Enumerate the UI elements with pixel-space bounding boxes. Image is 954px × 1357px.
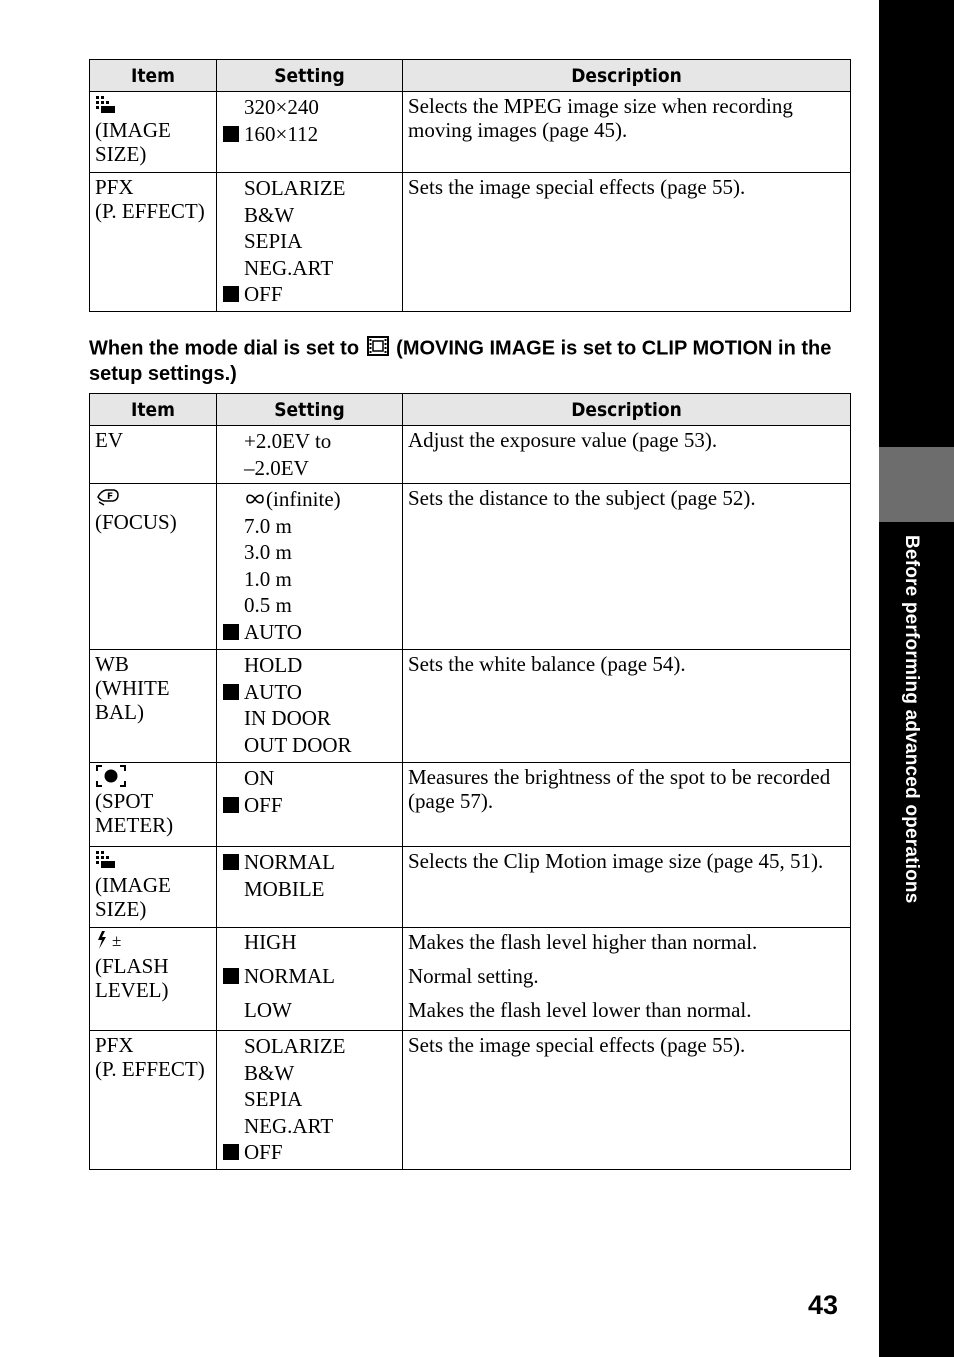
setting-cell <box>217 928 403 1031</box>
item-cell <box>90 484 217 650</box>
settings-table-clip-motion <box>89 393 851 1170</box>
flash-level-icon <box>95 930 211 954</box>
description-text: Selects the Clip Motion image size (page 45, 51). <box>408 849 824 873</box>
default-marker-icon <box>223 1144 239 1160</box>
item-label: BAL) <box>95 700 144 724</box>
setting-option-label: B&W <box>244 202 295 227</box>
section-heading <box>89 336 859 386</box>
setting-option-label: MOBILE <box>244 876 325 901</box>
setting-option-label: SEPIA <box>244 1087 303 1111</box>
item-label: WB <box>95 652 129 676</box>
marker-spacer <box>223 99 239 115</box>
marker-spacer <box>223 491 239 507</box>
setting-cell <box>217 763 403 847</box>
marker-spacer <box>223 710 239 726</box>
marker-spacer <box>223 934 239 950</box>
setting-option <box>223 732 397 759</box>
setting-option <box>223 959 397 993</box>
marker-spacer <box>223 881 239 897</box>
focus-icon <box>95 486 211 510</box>
setting-option <box>223 1060 397 1087</box>
setting-option <box>223 1086 397 1113</box>
table-row <box>90 92 851 173</box>
marker-spacer <box>223 433 239 449</box>
item-label: (P. EFFECT) <box>95 1057 205 1081</box>
setting-option-label: SEPIA <box>244 229 303 253</box>
setting-option-label: 0.5 m <box>244 593 292 617</box>
description-text: Sets the distance to the subject (page 52). <box>408 486 756 510</box>
setting-cell <box>217 847 403 928</box>
setting-option <box>223 94 397 121</box>
setting-option <box>223 592 397 619</box>
setting-option <box>223 486 397 513</box>
item-cell <box>90 426 217 484</box>
description-text: Normal setting. <box>408 964 539 988</box>
column-header-item: Item <box>90 60 217 92</box>
table-row <box>90 650 851 763</box>
setting-option <box>223 679 397 706</box>
marker-spacer <box>223 1065 239 1081</box>
setting-option <box>223 993 397 1027</box>
item-cell <box>90 92 217 173</box>
setting-option <box>223 513 397 540</box>
setting-cell <box>217 650 403 763</box>
description-text: Sets the image special effects (page 55). <box>408 1033 746 1057</box>
setting-option <box>223 652 397 679</box>
heading-text-start: When the mode dial is set to <box>89 337 360 360</box>
setting-option-label: HOLD <box>244 653 303 677</box>
description-cell <box>403 650 851 763</box>
item-label: SIZE) <box>95 897 147 921</box>
infinity-icon <box>244 492 266 506</box>
marker-spacer <box>223 1038 239 1054</box>
marker-spacer <box>223 180 239 196</box>
setting-option <box>223 705 397 732</box>
item-label: (SPOT <box>95 789 154 813</box>
marker-spacer <box>223 233 239 249</box>
setting-option-label: SOLARIZE <box>244 1034 346 1058</box>
setting-option <box>223 566 397 593</box>
description-text: Makes the flash level higher than normal. <box>408 930 758 954</box>
item-cell <box>90 763 217 847</box>
default-marker-icon <box>223 126 239 142</box>
default-marker-icon <box>223 684 239 700</box>
description-text: Sets the white balance (page 54). <box>408 652 686 676</box>
table-row <box>90 847 851 928</box>
setting-option-label: IN DOOR <box>244 706 331 730</box>
marker-spacer <box>223 207 239 223</box>
setting-option-label: 160×112 <box>244 121 319 146</box>
default-marker-icon <box>223 624 239 640</box>
item-cell <box>90 847 217 928</box>
setting-option-label: –2.0EV <box>244 455 309 480</box>
setting-cell <box>217 484 403 650</box>
settings-table-image-size-effect <box>89 59 851 312</box>
setting-option <box>223 876 397 903</box>
item-label: (IMAGE <box>95 118 171 142</box>
marker-spacer <box>223 518 239 534</box>
image-size-icon <box>95 849 211 873</box>
table-row <box>90 484 851 650</box>
section-side-label: Before performing advanced operations <box>901 535 922 904</box>
setting-option <box>223 1033 397 1060</box>
setting-option <box>223 849 397 876</box>
marker-spacer <box>223 1091 239 1107</box>
table-row <box>90 1031 851 1170</box>
item-label: PFX <box>95 175 134 199</box>
setting-option-label: NEG.ART <box>244 255 334 280</box>
setting-option-label: LOW <box>244 998 292 1022</box>
page-number: 43 <box>808 1290 839 1320</box>
setting-option-label: ON <box>244 766 275 790</box>
item-label: (P. EFFECT) <box>95 199 205 223</box>
marker-spacer <box>223 597 239 613</box>
item-label: (WHITE <box>95 676 170 700</box>
setting-option-label: 3.0 m <box>244 540 292 564</box>
item-label: METER) <box>95 813 174 837</box>
table-row <box>90 173 851 312</box>
column-header-setting: Setting <box>217 394 403 426</box>
setting-option-label: AUTO <box>244 679 302 704</box>
spot-meter-icon <box>95 765 211 789</box>
marker-spacer <box>223 460 239 476</box>
description-text: Measures the brightness of the spot to be recorded (page 57). <box>408 765 831 813</box>
column-header-description: Description <box>403 60 851 92</box>
description-cell <box>403 173 851 312</box>
setting-option-label: (infinite) <box>266 487 341 511</box>
table-header-row <box>90 60 851 92</box>
section-tab-marker <box>879 447 954 522</box>
setting-option <box>223 925 397 959</box>
setting-option <box>223 281 397 308</box>
setting-option <box>223 1139 397 1166</box>
description-cell <box>403 426 851 484</box>
description-cell <box>403 1031 851 1170</box>
setting-option-label: 320×240 <box>244 95 319 119</box>
table-header-row <box>90 394 851 426</box>
description-text: Sets the image special effects (page 55). <box>408 175 746 199</box>
table-row <box>90 426 851 484</box>
setting-option-label: HIGH <box>244 930 297 954</box>
item-label: (FLASH <box>95 954 169 978</box>
item-label: LEVEL) <box>95 978 169 1002</box>
setting-option <box>223 428 397 455</box>
setting-cell <box>217 92 403 173</box>
setting-option-label: NORMAL <box>244 964 336 988</box>
description-cell <box>403 847 851 928</box>
setting-option-label: OFF <box>244 1140 283 1164</box>
marker-spacer <box>223 770 239 786</box>
marker-spacer <box>223 260 239 276</box>
description-cell <box>403 928 851 1031</box>
setting-option-label: OFF <box>244 792 283 817</box>
setting-cell <box>217 426 403 484</box>
setting-cell <box>217 173 403 312</box>
item-label: PFX <box>95 1033 134 1057</box>
setting-option-label: SOLARIZE <box>244 176 346 200</box>
default-marker-icon <box>223 968 239 984</box>
table-row <box>90 928 851 1031</box>
film-frame-icon <box>365 336 391 362</box>
setting-option-label: 7.0 m <box>244 513 292 538</box>
default-marker-icon <box>223 854 239 870</box>
setting-option <box>223 765 397 792</box>
item-cell <box>90 1031 217 1170</box>
setting-option <box>223 202 397 229</box>
setting-option <box>223 792 397 819</box>
setting-option <box>223 619 397 646</box>
heading-text-end: (MOVING IMAGE is set to CLIP MOTION in the setup settings.) <box>89 337 832 385</box>
table-row <box>90 763 851 847</box>
column-header-item: Item <box>90 394 217 426</box>
setting-option-label: +2.0EV to <box>244 429 332 453</box>
setting-option <box>223 121 397 148</box>
marker-spacer <box>223 737 239 753</box>
svg-text:±: ± <box>112 931 122 950</box>
item-label: SIZE) <box>95 142 147 166</box>
setting-option-label: 1.0 m <box>244 566 292 591</box>
setting-option-label: B&W <box>244 1060 295 1085</box>
column-header-description: Description <box>403 394 851 426</box>
item-label: (FOCUS) <box>95 510 177 534</box>
setting-option-label: OFF <box>244 282 283 306</box>
image-size-icon <box>95 94 211 118</box>
description-cell <box>403 484 851 650</box>
setting-option <box>223 228 397 255</box>
column-header-setting: Setting <box>217 60 403 92</box>
setting-option-label: OUT DOOR <box>244 732 352 757</box>
setting-option <box>223 1113 397 1140</box>
marker-spacer <box>223 1118 239 1134</box>
setting-option-label: NEG.ART <box>244 1113 334 1138</box>
setting-option <box>223 539 397 566</box>
svg-text:F: F <box>107 492 114 502</box>
description-text: Adjust the exposure value (page 53). <box>408 428 718 452</box>
setting-option-label: NORMAL <box>244 850 336 874</box>
item-cell <box>90 928 217 1031</box>
setting-option <box>223 455 397 482</box>
setting-cell <box>217 1031 403 1170</box>
item-cell <box>90 650 217 763</box>
item-cell <box>90 173 217 312</box>
item-label: EV <box>95 428 123 452</box>
default-marker-icon <box>223 797 239 813</box>
marker-spacer <box>223 1002 239 1018</box>
setting-option <box>223 175 397 202</box>
marker-spacer <box>223 657 239 673</box>
setting-option-label: AUTO <box>244 619 302 644</box>
default-marker-icon <box>223 286 239 302</box>
description-cell <box>403 763 851 847</box>
marker-spacer <box>223 544 239 560</box>
description-text: Makes the flash level lower than normal. <box>408 998 752 1022</box>
description-cell <box>403 92 851 173</box>
marker-spacer <box>223 571 239 587</box>
setting-option <box>223 255 397 282</box>
description-text: Selects the MPEG image size when recording moving images (page 45). <box>408 94 793 142</box>
item-label: (IMAGE <box>95 873 171 897</box>
